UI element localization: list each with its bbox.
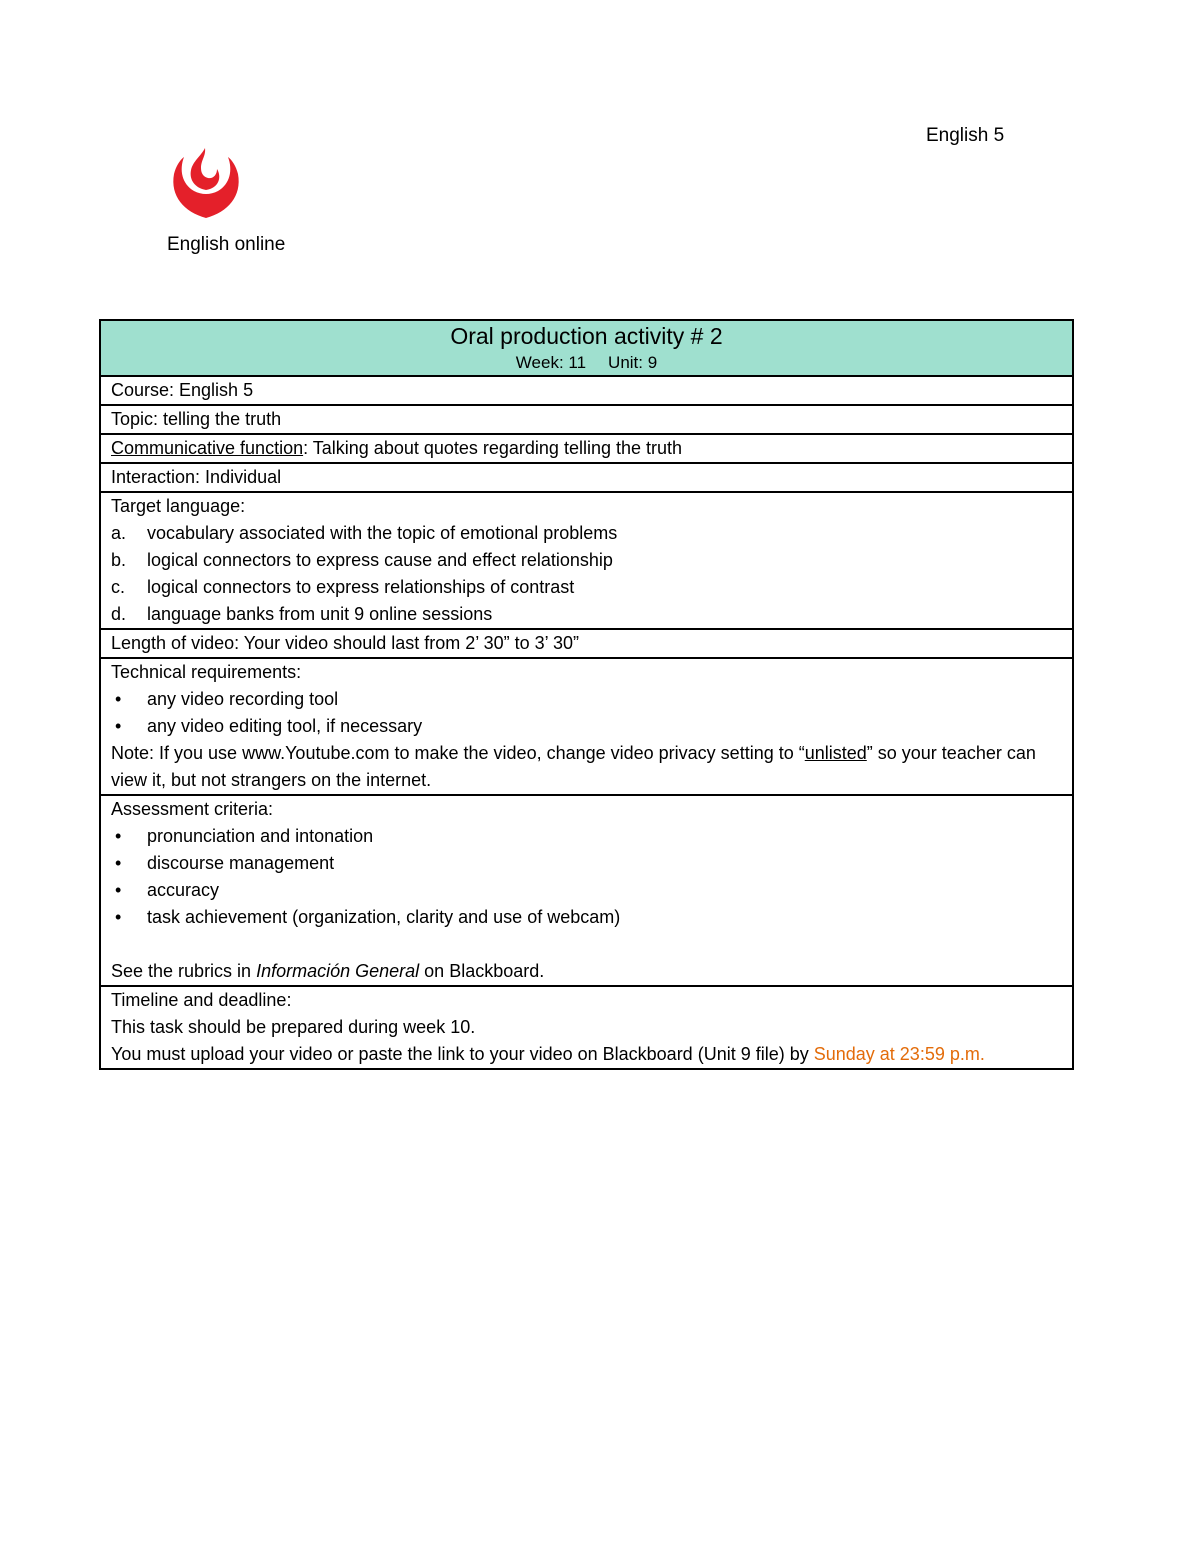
assessment-label: Assessment criteria: — [111, 799, 274, 819]
list-item-text: discourse management — [147, 853, 335, 873]
note-text-after: ” so your teacher can view it, but not strangers on the internet. — [111, 743, 1036, 790]
target-language-cell — [100, 492, 1073, 629]
interaction-cell: Interaction: Individual — [100, 463, 1073, 492]
list-item-text: pronunciation and intonation — [147, 826, 374, 846]
technical-cell — [100, 658, 1073, 795]
function-text: : Talking about quotes regarding telling the truth — [303, 438, 683, 458]
course-row — [100, 376, 1073, 405]
list-item — [111, 713, 1062, 740]
list-item-text: logical connectors to express relationships of contrast — [147, 577, 575, 597]
list-marker: b. — [111, 550, 127, 570]
activity-week-unit — [111, 351, 1062, 375]
technical-list — [111, 686, 1062, 740]
bullet-icon — [111, 877, 147, 904]
assessment-cell — [100, 795, 1073, 986]
upc-flame-logo-icon — [168, 146, 244, 222]
list-item-text: accuracy — [147, 880, 220, 900]
assessment-row — [100, 795, 1073, 986]
list-marker: a. — [111, 523, 127, 543]
timeline-row — [100, 986, 1073, 1069]
activity-header — [100, 320, 1073, 376]
function-cell — [100, 434, 1073, 463]
brand-name: English online — [167, 234, 286, 255]
rubric-note — [111, 958, 1062, 985]
target-language-label: Target language: — [111, 496, 246, 516]
course-header: English 5 — [926, 125, 1005, 146]
prepare-text: This task should be prepared during week 10. — [111, 1017, 476, 1037]
list-item-text: language banks from unit 9 online sessions — [147, 604, 493, 624]
list-item — [111, 904, 1062, 931]
upload-text: You must upload your video or paste the link to your video on Blackboard (Unit 9 file) by — [111, 1044, 814, 1064]
bullet-icon — [111, 850, 147, 877]
deadline-text: Sunday at 23:59 p.m. — [813, 1044, 985, 1064]
list-item-text: any video recording tool — [147, 689, 339, 709]
list-item — [111, 877, 1062, 904]
list-marker: c. — [111, 577, 126, 597]
unit-label: Unit: 9 — [608, 353, 658, 372]
upload-instruction — [111, 1041, 1062, 1068]
list-item-text: logical connectors to express cause and effect relationship — [147, 550, 613, 570]
assessment-list — [111, 823, 1062, 931]
list-item — [111, 574, 1062, 601]
technical-label: Technical requirements: — [111, 662, 302, 682]
timeline-label: Timeline and deadline: — [111, 990, 292, 1010]
rubric-text-after: on Blackboard. — [419, 961, 545, 981]
privacy-note — [111, 740, 1062, 794]
list-item — [111, 823, 1062, 850]
target-language-row — [100, 492, 1073, 629]
list-item — [111, 520, 1062, 547]
note-text-before: Note: If you use www.Youtube.com to make the video, change video privacy setting to “ — [111, 743, 805, 763]
list-item — [111, 601, 1062, 628]
activity-table — [99, 319, 1074, 1070]
topic-row — [100, 405, 1073, 434]
list-marker: d. — [111, 604, 127, 624]
activity-header-row — [100, 320, 1073, 376]
topic-cell: Topic: telling the truth — [100, 405, 1073, 434]
bullet-icon — [111, 904, 147, 931]
timeline-cell — [100, 986, 1073, 1069]
list-item — [111, 686, 1062, 713]
bullet-icon — [111, 823, 147, 850]
list-item — [111, 850, 1062, 877]
function-label: Communicative function — [111, 438, 304, 458]
technical-row — [100, 658, 1073, 795]
interaction-row — [100, 463, 1073, 492]
unlisted-term: unlisted — [804, 743, 867, 763]
rubric-location: Información General — [256, 961, 420, 981]
function-row — [100, 434, 1073, 463]
blank-line — [111, 931, 1062, 958]
course-cell: Course: English 5 — [100, 376, 1073, 405]
bullet-icon — [111, 713, 147, 740]
activity-title: Oral production activity # 2 — [450, 323, 723, 349]
list-item — [111, 547, 1062, 574]
list-item-text: vocabulary associated with the topic of emotional problems — [147, 523, 618, 543]
target-language-list — [111, 520, 1062, 628]
rubric-text-before: See the rubrics in — [111, 961, 257, 981]
list-item-text: task achievement (organization, clarity and use of webcam) — [147, 907, 621, 927]
length-cell: Length of video: Your video should last from 2’ 30” to 3’ 30” — [100, 629, 1073, 658]
week-label: Week: 11 — [515, 353, 587, 372]
length-row — [100, 629, 1073, 658]
bullet-icon — [111, 686, 147, 713]
list-item-text: any video editing tool, if necessary — [147, 716, 423, 736]
